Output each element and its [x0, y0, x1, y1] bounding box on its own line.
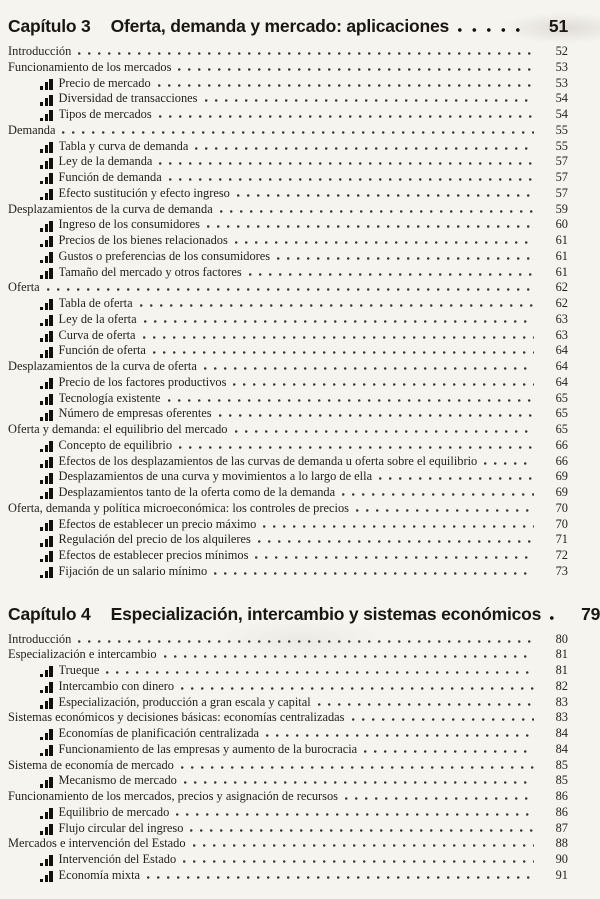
dot-leader [220, 210, 534, 213]
bar-chart-icon [40, 221, 53, 232]
toc-entry [8, 123, 568, 139]
entry-title: Precios de los bienes relacionados [58, 233, 228, 247]
toc-entry [8, 647, 568, 663]
entry-title: Función de demanda [58, 170, 162, 184]
entry-page-number: 55 [555, 138, 568, 153]
entry-page-number: 63 [555, 311, 568, 326]
entry-title: Equilibrio de mercado [58, 804, 170, 819]
entry-page-number: 70 [555, 516, 568, 531]
entry-title: Ingreso de los consumidores [58, 217, 200, 232]
dot-leader [255, 556, 534, 559]
toc-entry [8, 406, 568, 422]
bar-chart-icon [40, 268, 53, 279]
dot-leader [178, 68, 534, 71]
entry-title: Desplazamientos de una curva y movimientos a lo largo de ella [58, 469, 373, 484]
entry-page-number: 84 [555, 741, 568, 756]
entry-page-number: 53 [555, 75, 568, 90]
dot-leader [352, 718, 534, 721]
dot-leader [318, 703, 534, 706]
dot-leader [144, 320, 534, 323]
toc-entry [8, 217, 568, 233]
toc-entry [8, 517, 568, 533]
toc-entry [8, 186, 568, 202]
toc-entry [8, 170, 568, 186]
toc-entry [8, 422, 568, 438]
entry-title: Ley de la oferta [58, 311, 137, 326]
dot-leader [158, 84, 534, 87]
entry-title: Funcionamiento de las empresas y aumento de la burocracia [58, 741, 358, 756]
chapter-section [8, 603, 600, 884]
toc-entry [8, 773, 568, 789]
dot-leader [207, 225, 534, 228]
entry-title: Fijación de un salario mínimo [58, 563, 208, 578]
chapter-section [8, 16, 568, 580]
dot-leader [183, 860, 534, 863]
toc-entry [8, 485, 568, 501]
bar-chart-icon [40, 331, 53, 342]
entry-title: Función de oferta [58, 343, 146, 358]
bar-chart-icon [40, 441, 53, 452]
entry-title: Intercambio con dinero [58, 678, 175, 693]
bar-chart-icon [40, 252, 53, 263]
entry-page-number: 66 [555, 437, 568, 452]
toc-entry [8, 312, 568, 328]
entry-title: Especialización e intercambio [8, 647, 157, 662]
entry-page-number: 87 [555, 820, 568, 835]
entry-page-number: 86 [555, 804, 568, 819]
toc-entry [8, 328, 568, 344]
toc-entry [8, 202, 568, 218]
entry-page-number: 57 [555, 170, 568, 184]
entry-title: Tecnología existente [58, 390, 161, 405]
bar-chart-icon [40, 745, 53, 756]
entry-page-number: 81 [555, 647, 568, 662]
bar-chart-icon [40, 457, 53, 468]
entry-title: Tipos de mercados [58, 107, 152, 121]
toc-entry [8, 280, 568, 296]
entry-page-number: 85 [555, 757, 568, 772]
toc-entry [8, 789, 568, 805]
entry-title: Mecanismo de mercado [58, 773, 177, 788]
chapter-label: Capítulo 3 [8, 16, 91, 36]
bar-chart-icon [40, 520, 53, 531]
entry-title: Especialización, producción a gran escala y capital [58, 694, 311, 709]
chapter-entries [8, 632, 568, 884]
entry-title: Efectos de establecer un precio máximo [58, 516, 257, 531]
entry-page-number: 90 [555, 852, 568, 866]
entry-page-number: 71 [555, 532, 568, 547]
toc-entry [8, 265, 568, 281]
dot-leader [342, 493, 534, 496]
entry-title: Economía mixta [58, 867, 141, 882]
toc-entry [8, 391, 568, 407]
entry-title: Tabla de oferta [58, 296, 133, 310]
entry-title: Precio de los factores productivos [58, 374, 227, 389]
entry-title: Desplazamientos de la curva de oferta [8, 359, 197, 373]
toc-entry [8, 868, 568, 884]
toc-entry [8, 139, 568, 155]
toc-entry [8, 726, 568, 742]
entry-page-number: 54 [555, 107, 568, 121]
dot-leader [159, 115, 534, 118]
chapter-entries [8, 44, 568, 580]
entry-title: Concepto de equilibrio [58, 437, 173, 452]
dot-leader [143, 336, 534, 339]
entry-page-number: 82 [555, 678, 568, 693]
entry-page-number: 64 [555, 359, 568, 373]
dot-leader [176, 813, 534, 816]
toc-entry [8, 343, 568, 359]
entry-page-number: 60 [555, 217, 568, 232]
entry-page-number: 83 [555, 710, 568, 725]
entry-page-number: 81 [555, 663, 568, 677]
entry-page-number: 59 [555, 201, 568, 216]
bar-chart-icon [40, 410, 53, 421]
dot-leader [147, 876, 534, 879]
toc-entry [8, 91, 568, 107]
bar-chart-icon [40, 682, 53, 693]
entry-page-number: 83 [555, 694, 568, 709]
dot-leader [179, 446, 534, 449]
toc-entry [8, 454, 568, 470]
toc-entry [8, 375, 568, 391]
entry-title: Oferta y demanda: el equilibrio del mercado [8, 422, 228, 436]
entry-page-number: 62 [555, 280, 568, 295]
bar-chart-icon [40, 488, 53, 499]
dot-leader [106, 671, 534, 674]
entry-page-number: 65 [555, 406, 568, 421]
dot-leader [277, 257, 534, 260]
entry-page-number: 65 [555, 390, 568, 405]
toc-entry [8, 679, 568, 695]
toc-entry [8, 710, 568, 726]
bar-chart-icon [40, 698, 53, 709]
toc-entry [8, 532, 568, 548]
dot-leader [153, 351, 534, 354]
entry-title: Curva de oferta [58, 327, 136, 342]
entry-title: Funcionamiento de los mercados, precios y asignación de recursos [8, 789, 338, 803]
entry-page-number: 84 [555, 726, 568, 740]
dot-leader [78, 52, 534, 55]
chapter-page-number: 79 [581, 603, 600, 624]
toc-entry [8, 805, 568, 821]
bar-chart-icon [40, 536, 53, 547]
toc-entry [8, 359, 568, 375]
toc-entry [8, 821, 568, 837]
toc-entry [8, 76, 568, 92]
toc-content [8, 16, 600, 884]
dot-leader [195, 147, 534, 150]
dot-leader [181, 687, 534, 690]
toc-entry [8, 44, 568, 60]
toc-entry [8, 469, 568, 485]
bar-chart-icon [40, 189, 53, 200]
bar-chart-icon [40, 173, 53, 184]
bar-chart-icon [40, 855, 53, 866]
entry-title: Desplazamientos de la curva de demanda [8, 201, 213, 216]
entry-title: Introducción [8, 44, 72, 58]
toc-entry [8, 852, 568, 868]
entry-title: Desplazamientos tanto de la oferta como de la demanda [58, 485, 336, 499]
entry-page-number: 66 [555, 453, 568, 468]
dot-leader [205, 99, 535, 102]
entry-page-number: 91 [555, 867, 568, 882]
entry-title: Sistema de economía de mercado [8, 757, 174, 772]
entry-page-number: 52 [555, 44, 568, 58]
entry-title: Oferta, demanda y política microeconómica: los controles de precios [8, 500, 349, 515]
dot-leader [181, 766, 534, 769]
dot-leader [458, 28, 528, 32]
entry-title: Funcionamiento de los mercados [8, 59, 172, 74]
entry-page-number: 63 [555, 327, 568, 342]
toc-entry [8, 249, 568, 265]
entry-page-number: 61 [555, 248, 568, 263]
entry-page-number: 64 [555, 343, 568, 358]
entry-title: Número de empresas oferentes [58, 406, 212, 421]
bar-chart-icon [40, 473, 53, 484]
bar-chart-icon [40, 666, 53, 677]
bar-chart-icon [40, 110, 53, 121]
entry-title: Efecto sustitución y efecto ingreso [58, 185, 230, 200]
dot-leader [233, 383, 534, 386]
entry-page-number: 70 [555, 500, 568, 515]
dot-leader [140, 304, 534, 307]
entry-title: Introducción [8, 631, 72, 646]
dot-leader [249, 273, 534, 276]
toc-entry [8, 695, 568, 711]
chapter-title: Especialización, intercambio y sistemas económicos [110, 603, 542, 624]
dot-leader [204, 367, 534, 370]
entry-page-number: 53 [555, 59, 568, 74]
entry-title: Ley de la demanda [58, 154, 153, 169]
entry-title: Tabla y curva de demanda [58, 138, 189, 153]
dot-leader [78, 640, 534, 643]
dot-leader [62, 131, 534, 134]
dot-leader [379, 477, 534, 480]
dot-leader [168, 399, 534, 402]
entry-page-number: 69 [555, 485, 568, 499]
dot-leader [190, 829, 534, 832]
bar-chart-icon [40, 95, 53, 106]
toc-entry [8, 233, 568, 249]
dot-leader [47, 288, 534, 291]
toc-entry [8, 742, 568, 758]
toc-entry [8, 60, 568, 76]
bar-chart-icon [40, 551, 53, 562]
entry-page-number: 73 [555, 563, 568, 578]
dot-leader [193, 844, 534, 847]
chapter-title: Oferta, demanda y mercado: aplicaciones [110, 16, 450, 36]
bar-chart-icon [40, 808, 53, 819]
entry-page-number: 86 [555, 789, 568, 803]
toc-entry [8, 154, 568, 170]
entry-page-number: 57 [555, 185, 568, 200]
bar-chart-icon [40, 378, 53, 389]
toc-entry [8, 438, 568, 454]
entry-title: Efectos de los desplazamientos de las curvas de demanda u oferta sobre el equilibrio [58, 453, 478, 468]
bar-chart-icon [40, 871, 53, 882]
toc-entry [8, 836, 568, 852]
dot-leader [258, 540, 534, 543]
toc-entry [8, 663, 568, 679]
entry-page-number: 55 [555, 122, 568, 137]
entry-page-number: 62 [555, 296, 568, 310]
entry-title: Intervención del Estado [58, 852, 177, 866]
entry-title: Precio de mercado [58, 75, 151, 90]
entry-page-number: 61 [555, 233, 568, 247]
dot-leader [484, 462, 534, 465]
entry-title: Regulación del precio de los alquileres [58, 532, 251, 547]
dot-leader [169, 178, 534, 181]
dot-leader [219, 414, 534, 417]
bar-chart-icon [40, 236, 53, 247]
dot-leader [214, 572, 534, 575]
dot-leader [364, 750, 534, 753]
bar-chart-icon [40, 79, 53, 90]
bar-chart-icon [40, 729, 53, 740]
chapter-heading [8, 603, 600, 625]
entry-title: Mercados e intervención del Estado [8, 836, 186, 851]
entry-title: Gustos o preferencias de los consumidores [58, 248, 271, 263]
entry-page-number: 88 [555, 836, 568, 851]
dot-leader [263, 525, 534, 528]
chapter-heading [8, 16, 568, 37]
bar-chart-icon [40, 142, 53, 153]
toc-entry [8, 632, 568, 648]
bar-chart-icon [40, 347, 53, 358]
dot-leader [237, 194, 534, 197]
toc-entry [8, 548, 568, 564]
chapter-page-number: 51 [548, 16, 568, 36]
entry-page-number: 69 [555, 469, 568, 484]
entry-page-number: 65 [555, 422, 568, 436]
dot-leader [184, 781, 534, 784]
entry-page-number: 85 [555, 773, 568, 788]
entry-title: Economías de planificación centralizada [58, 726, 260, 740]
dot-leader [345, 797, 534, 800]
entry-page-number: 61 [555, 264, 568, 279]
dot-leader [356, 509, 534, 512]
entry-title: Diversidad de transacciones [58, 91, 198, 106]
chapter-label: Capítulo 4 [8, 603, 91, 624]
bar-chart-icon [40, 299, 53, 310]
dot-leader [159, 162, 534, 165]
entry-page-number: 72 [555, 548, 568, 562]
entry-title: Tamaño del mercado y otros factores [58, 264, 242, 279]
dot-leader [550, 616, 560, 620]
dot-leader [235, 241, 534, 244]
dot-leader [266, 734, 534, 737]
toc-entry [8, 296, 568, 312]
bar-chart-icon [40, 315, 53, 326]
bar-chart-icon [40, 824, 53, 835]
entry-title: Demanda [8, 122, 56, 137]
entry-page-number: 54 [555, 91, 568, 106]
toc-entry [8, 758, 568, 774]
bar-chart-icon [40, 394, 53, 405]
entry-title: Efectos de establecer precios mínimos [58, 548, 249, 562]
entry-page-number: 57 [555, 154, 568, 169]
dot-leader [164, 655, 534, 658]
bar-chart-icon [40, 567, 53, 578]
toc-entry [8, 107, 568, 123]
entry-title: Sistemas económicos y decisiones básicas: economías centralizadas [8, 710, 345, 725]
bar-chart-icon [40, 158, 53, 169]
toc-entry [8, 564, 568, 580]
entry-page-number: 80 [555, 631, 568, 646]
entry-title: Trueque [58, 663, 100, 677]
entry-title: Flujo circular del ingreso [58, 820, 184, 835]
entry-title: Oferta [8, 280, 40, 295]
toc-entry [8, 501, 568, 517]
dot-leader [235, 430, 535, 433]
entry-page-number: 64 [555, 374, 568, 389]
bar-chart-icon [40, 777, 53, 788]
